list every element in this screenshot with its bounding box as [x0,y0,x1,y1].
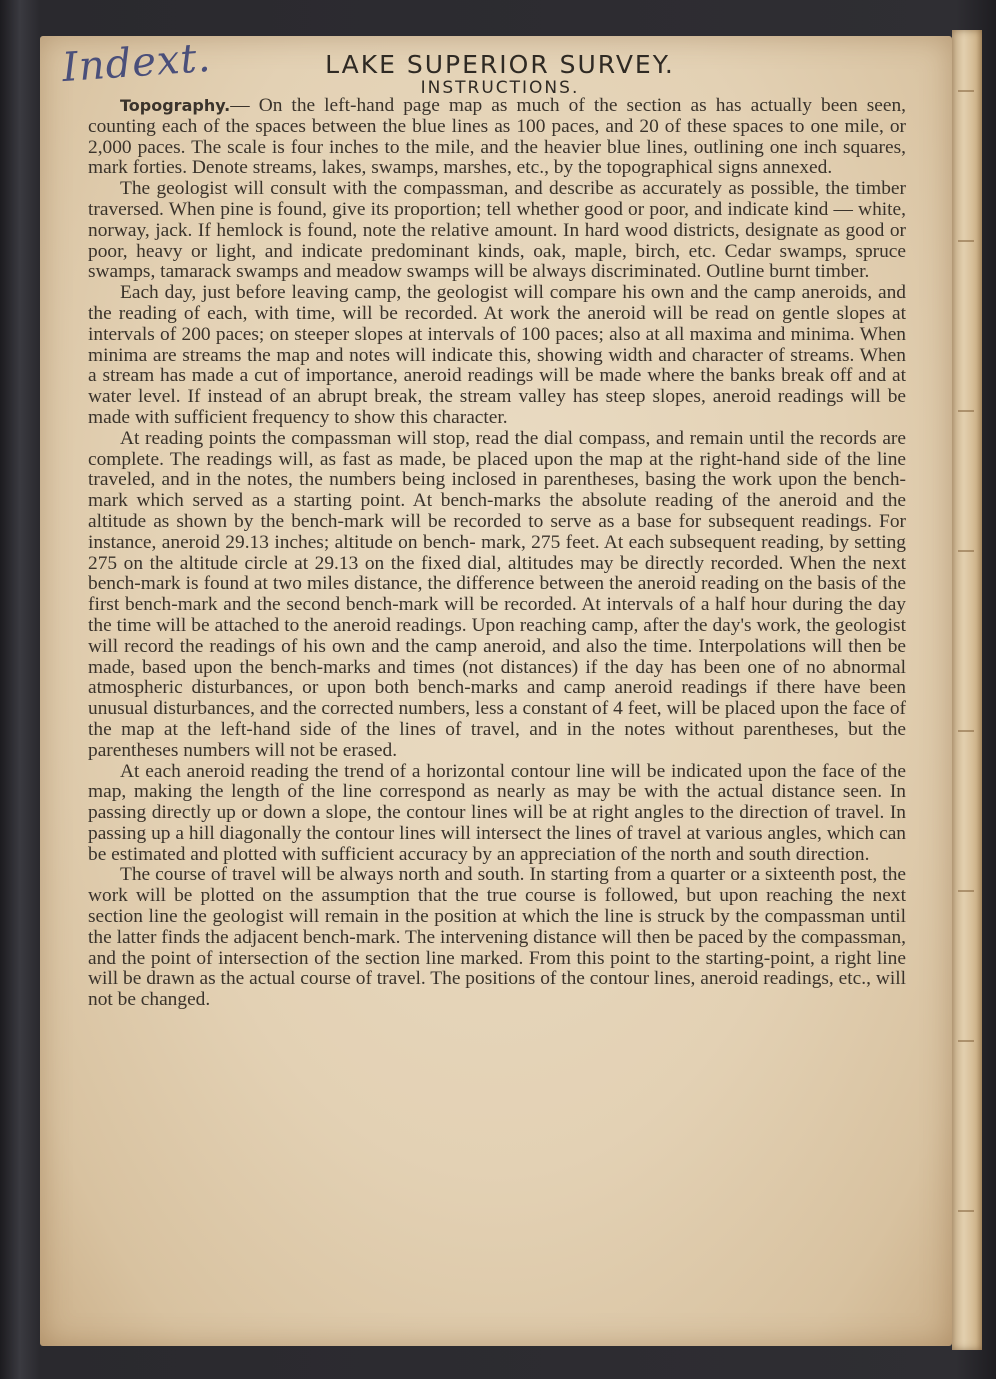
paragraph-text: The geologist will consult with the compassman, and describe as accurately as possible, the timber traversed. When pine is found, give its proportion; tell whether good or poor, and indicate kind — white, norway, jack. If hemlock is found, note the relative amount. In hard wood districts, designate as good or poor, heavy or light, and indicate predominant kinds, oak, maple, birch, etc. Cedar swamps, spruce swamps, tamarack swamps and meadow swamps will be always discriminated. Outline burnt timber. [88,178,906,283]
page-subtitle: INSTRUCTIONS. [420,78,580,98]
paragraph-contour-lines [88,762,906,866]
paragraph-reading-points [88,429,906,762]
paragraph-text: At each aneroid reading the trend of a horizontal contour line will be indicated upon the face of the map, making the length of the line correspond as nearly as may be with the actual distance seen. In passing directly up or down a slope, the contour lines will be at right angles to the direction of travel. In passing up a hill diagonally the contour lines will intersect the lines of travel at various angles, which can be estimated and plotted with sufficient accuracy by an appreciation of the north and south direction. [88,760,906,865]
paragraph-text: — On the left-hand page map as much of the section as has actually been seen, counting each of the spaces between the blue lines as 100 paces, and 20 of these spaces to one mile, or 2,000 paces. The scale is four inches to the mile, and the heavier blue lines, outlining one inch squares, mark forties. Denote streams, lakes, swamps, marshes, etc., by the topographical signs annexed. [88,95,906,179]
instructions-body [88,96,906,1011]
adjacent-page-edge [952,30,982,1350]
handwritten-note: Indext. [60,34,213,92]
paragraph-text: The course of travel will be always north and south. In starting from a quarter or a sixteenth post, the work will be plotted on the assumption that the true course is followed, but upon reaching the next section line the geologist will remain in the position at which the line is struck by the compassman until the latter finds the adjacent bench-mark. The intervening distance will then be paced by the compassman, and the point of intersection of the section line marked. From this point to the starting-point, a right line will be drawn as the actual course of travel. The positions of the contour lines, aneroid readings, etc., will not be changed. [88,864,906,1011]
paragraph-course-of-travel [88,865,906,1011]
paragraph-text: At reading points the compassman will stop, read the dial compass, and remain until the records are complete. The readings will, as fast as made, be placed upon the map at the right-hand side of the line traveled, and in the notes, the numbers being inclosed in parentheses, basing the work upon the bench-mark which served as a starting point. At bench-marks the absolute reading of the aneroid and the altitude as shown by the bench-mark will be recorded to serve as a base for subsequent readings. For instance, aneroid 29.13 inches; altitude on bench- mark, 275 feet. At each subsequent reading, by setting 275 on the altitude circle at 29.13 on the fixed dial, altitudes may be directly recorded. When the next bench-mark is found at two miles distance, the difference between the aneroid reading on the basis of the first bench-mark and the second bench-mark will be recorded. At intervals of a half hour during the day the time will be attached to the aneroid readings. Upon reaching camp, after the day's work, the geologist will record the readings of his own and the camp aneroid, and also the time. Interpolations will then be made, based upon the bench-marks and times (not distances) if the day has been one of no abnormal atmospheric disturbances, or upon both bench-marks and camp aneroid readings if there have been unusual disturbances, and the corrected numbers, less a constant of 4 feet, will be placed upon the face of the map at the left-hand side of the lines of travel, and in the notes without parentheses, but the parentheses numbers will not be erased. [88,427,906,761]
paragraph-topography [88,96,906,179]
paragraph-lead: Topography. [120,96,231,115]
paragraph-text: Each day, just before leaving camp, the geologist will compare his own and the camp aneroids, and the reading of each, with time, will be recorded. At work the aneroid will be read on gentle slopes at intervals of 200 paces; on steeper slopes at intervals of 100 paces; also at all maxima and minima. When minima are streams the map and notes will indicate this, showing width and character of streams. When a stream has made a cut of importance, aneroid readings will be made where the banks break off and at water level. If instead of an abrupt break, the stream valley has steep slopes, aneroid readings will be made with sufficient frequency to show this character. [88,282,906,428]
paragraph-timber [88,179,906,283]
page-title: LAKE SUPERIOR SURVEY. [325,50,675,79]
paragraph-aneroid-readings [88,283,906,429]
